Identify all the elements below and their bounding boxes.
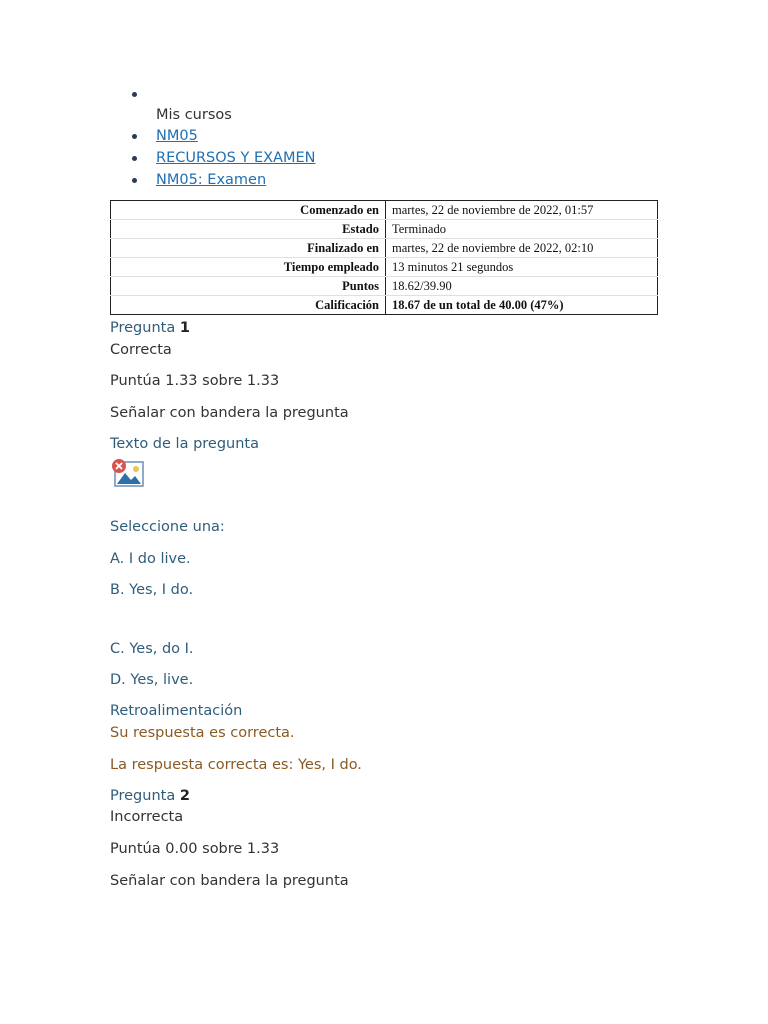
summary-value: 18.67 de un total de 40.00 (47%) [386, 296, 658, 315]
flag-question-toggle[interactable]: Señalar con bandera la pregunta [110, 873, 349, 889]
question-score: Puntúa 1.33 sobre 1.33 [110, 373, 280, 389]
summary-value: 18.62/39.90 [386, 277, 658, 296]
question-number: 1 [179, 320, 190, 336]
summary-value: Terminado [386, 220, 658, 239]
answer-option-a[interactable]: A. I do live. [110, 551, 191, 567]
question-score: Puntúa 0.00 sobre 1.33 [110, 841, 280, 857]
summary-key: Puntos [111, 277, 386, 296]
correct-answer-text: La respuesta correcta es: Yes, I do. [110, 757, 362, 773]
select-one-label: Seleccione una: [110, 519, 225, 535]
answer-option-d[interactable]: D. Yes, live. [110, 672, 194, 688]
bullet-icon [132, 178, 137, 183]
question-status: Incorrecta [110, 809, 184, 825]
feedback-label: Retroalimentación [110, 703, 243, 719]
question-heading [110, 319, 190, 337]
summary-key: Estado [111, 220, 386, 239]
summary-row [111, 296, 658, 315]
breadcrumb-label[interactable]: Mis cursos [156, 107, 232, 123]
attempt-summary-table [110, 200, 658, 315]
summary-key: Tiempo empleado [111, 258, 386, 277]
summary-key: Comenzado en [111, 201, 386, 220]
question-number: 2 [179, 788, 190, 804]
flag-question-toggle[interactable]: Señalar con bandera la pregunta [110, 405, 349, 421]
question-heading [110, 787, 190, 805]
question-label: Pregunta [110, 320, 176, 336]
answer-option-c[interactable]: C. Yes, do I. [110, 641, 194, 657]
feedback-text: Su respuesta es correcta. [110, 725, 295, 741]
bullet-icon [132, 92, 137, 97]
broken-image-icon [110, 458, 144, 488]
bullet-icon [132, 156, 137, 161]
summary-row [111, 239, 658, 258]
summary-value: martes, 22 de noviembre de 2022, 01:57 [386, 201, 658, 220]
question-label: Pregunta [110, 788, 176, 804]
question-text-label: Texto de la pregunta [110, 436, 259, 452]
summary-key: Calificación [111, 296, 386, 315]
summary-value: martes, 22 de noviembre de 2022, 02:10 [386, 239, 658, 258]
summary-key: Finalizado en [111, 239, 386, 258]
summary-value: 13 minutos 21 segundos [386, 258, 658, 277]
bullet-icon [132, 134, 137, 139]
breadcrumb-link-examen[interactable]: NM05: Examen [156, 172, 267, 188]
breadcrumb-link-recursos-y-examen[interactable]: RECURSOS Y EXAMEN [156, 150, 316, 166]
summary-row [111, 201, 658, 220]
question-status: Correcta [110, 342, 172, 358]
answer-option-b[interactable]: B. Yes, I do. [110, 582, 194, 598]
summary-row [111, 277, 658, 296]
summary-row [111, 220, 658, 239]
breadcrumb-link-nm05[interactable]: NM05 [156, 128, 198, 144]
summary-row [111, 258, 658, 277]
